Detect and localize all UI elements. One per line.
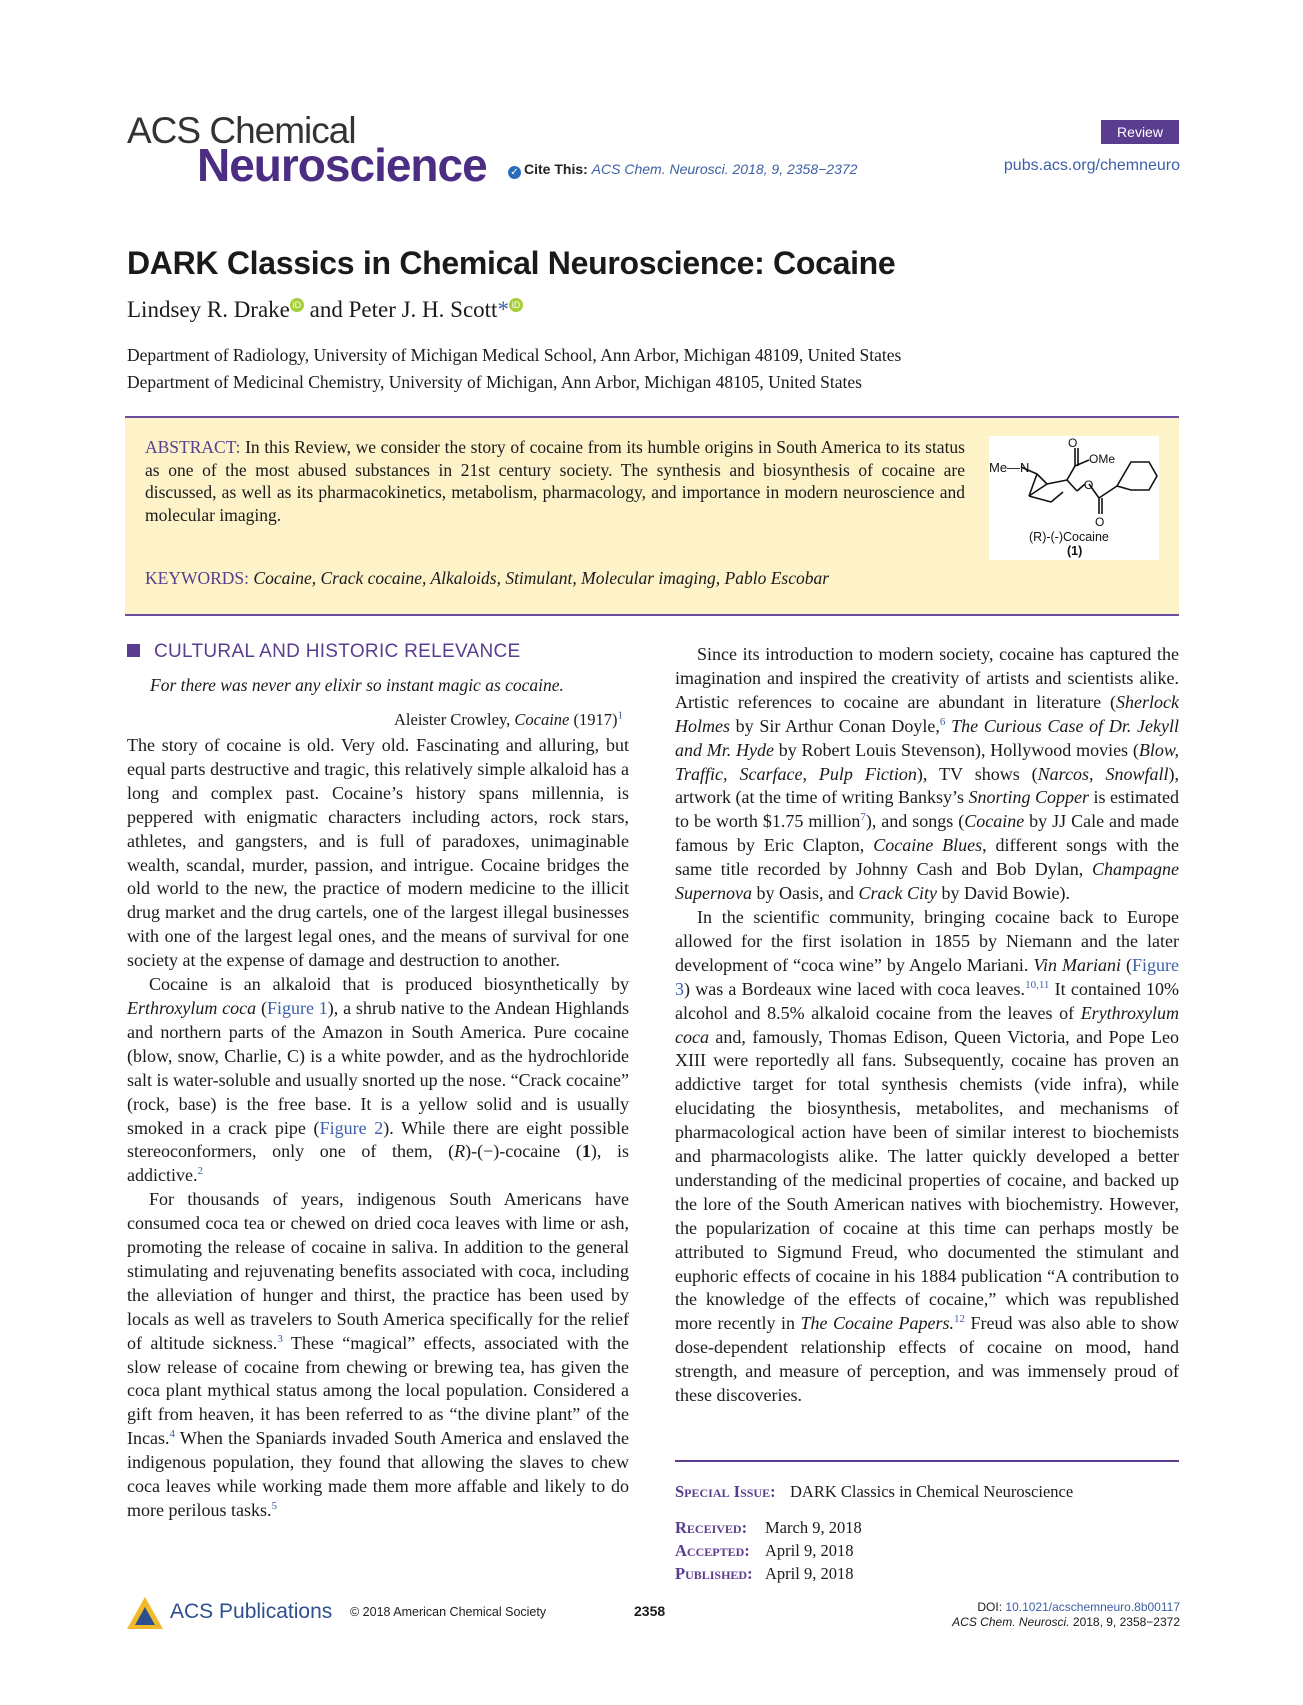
cite-link[interactable]: ACS Chem. Neurosci.: [591, 161, 729, 177]
accepted-date: April 9, 2018: [765, 1541, 854, 1560]
cite-this: ✓ Cite This: ACS Chem. Neurosci. 2018, 9, 2358−2372: [508, 161, 857, 179]
check-icon: ✓: [508, 166, 521, 179]
publisher-name: ACS Publications: [170, 1600, 333, 1623]
corresponding-star[interactable]: *: [497, 297, 509, 322]
figure-2-link[interactable]: Figure 2: [319, 1117, 384, 1138]
cocaine-structure-figure: [989, 436, 1159, 560]
ref-5[interactable]: 5: [271, 1500, 277, 1512]
structure-ome: OMe: [1089, 452, 1116, 466]
affiliation-1: Department of Radiology, University of Michigan Medical School, Ann Arbor, Michigan 48109, United States: [127, 345, 902, 365]
left-column: [127, 734, 629, 1523]
section-heading: CULTURAL AND HISTORIC RELEVANCE: [127, 641, 521, 663]
paragraph: In the scientific community, bringing cocaine back to Europe allowed for the first isolation in 1855 by Niemann and the later development of “coca wine” by Angelo Mariani. Vin Mariani (Figure 3) was a Bordeaux wine laced with coca leaves.$^{10,11}$ It contained 10% alcohol and 8.5% alkaloid cocaine from the leaves of Erythroxylum coca and, famously, Thomas Edison, Queen Victoria, and Pope Leo XIII were reportedly all fans. Subsequently, cocaine has proven an addictive target for total synthesis chemists (vide infra), while elucidating the biosynthesis, metabolites, and mechanisms of pharmacological action have been of similar interest to biochemists and pharmacologists alike. The latter quickly developed a better understanding of the medicinal properties of cocaine, and backed up the lore of the South American natives with biochemistry. However, the popularization of cocaine at this time can perhaps mostly be attributed to Sigmund Freud, who documented the stimulant and euphoric effects of cocaine in his 1884 publication “A contribution to the knowledge of the effects of cocaine,” which was republished more recently in The Cocaine Papers.$^{12}$ Freud was also able to show dose-dependent relationship effects of cocaine on mood, hand strength, and measure of perception, and was immensely proud of these discoveries.: [675, 906, 1180, 1406]
special-issue-value: DARK Classics in Chemical Neuroscience: [790, 1482, 1074, 1501]
special-issue-row: [675, 1482, 1074, 1502]
ref-10-11[interactable]: 10,11: [1025, 978, 1050, 991]
keywords-label: KEYWORDS:: [145, 568, 250, 588]
doi-link[interactable]: 10.1021/acschemneuro.8b00117: [1005, 1600, 1180, 1614]
orcid-icon[interactable]: iD: [509, 298, 523, 312]
published-row: Published: April 9, 2018: [675, 1564, 854, 1583]
cite-details[interactable]: 2018, 9, 2358−2372: [732, 161, 858, 177]
ref-7[interactable]: 7: [860, 811, 866, 824]
article-title: DARK Classics in Chemical Neuroscience: Cocaine: [127, 245, 896, 281]
abstract-text: ABSTRACT: In this Review, we consider the story of cocaine from its humble origins in South America to its status as one of the most abused substances in 21st century society. The synthesis and biosynthesis of cocaine are discussed, as well as its pharmacokinetics, metabolism, pharmacology, and importance in modern neuroscience and molecular imaging.: [145, 437, 965, 525]
orcid-icon[interactable]: iD: [290, 298, 304, 312]
received-date: March 9, 2018: [765, 1518, 862, 1537]
epigraph: For there was never any elixir so instant magic as cocaine.: [150, 675, 564, 695]
page-number: 2358: [634, 1603, 666, 1619]
journal-url-link[interactable]: pubs.acs.org/chemneuro: [1003, 157, 1180, 174]
ref-2[interactable]: 2: [197, 1165, 203, 1178]
cocaine-structure-svg: [989, 436, 1159, 560]
published-date: April 9, 2018: [765, 1564, 854, 1583]
author-drake[interactable]: Lindsey R. Drake: [127, 297, 290, 322]
paragraph: For thousands of years, indigenous South Americans have consumed coca tea or chewed on dried coca leaves with lime or ash, promoting the release of cocaine in saliva. In addition to the general stimulating and rejuvenating benefits associated with coca, including the alleviation of hunger and thirst, the practice has been used by locals as well as travelers to South America specifically for the relief of altitude sickness.$^3$ These “magical” effects, associated with the slow release of cocaine from chewing or brewing tea, has given the coca plant mythical status among the local population. Considered a gift from heaven, it has been referred to as “the divine plant” of the Incas.$^4$ When the Spaniards invaded South America and enslaved the indigenous population, they found that allowing the slaves to chew coca leaves while working made them more affable and likely to do more perilous tasks.$^5$: [127, 1189, 629, 1520]
doi-block: DOI: 10.1021/acschemneuro.8b00117 ACS Chem. Neurosci. 2018, 9, 2358−2372: [952, 1600, 1180, 1629]
structure-name: (R)-(-)Cocaine: [1029, 530, 1109, 544]
author-list: [127, 297, 523, 323]
journal-logo-line1: ACS Chemical: [127, 110, 356, 151]
figure-1-link[interactable]: Figure 1: [266, 997, 328, 1018]
epigraph-attribution: Aleister Crowley, Cocaine $(1917)^1$: [394, 709, 623, 729]
copyright: © 2018 American Chemical Society: [350, 1605, 547, 1619]
affiliation-2: Department of Medicinal Chemistry, University of Michigan, Ann Arbor, Michigan 48105, United States: [127, 372, 862, 392]
paragraph: Since its introduction to modern society, cocaine has captured the imagination and inspired the creativity of artists and scientists alike. Artistic references to cocaine are abundant in literature (Sherlock Holmes by Sir Arthur Conan Doyle,$^6$ The Curious Case of Dr. Jekyll and Mr. Hyde by Robert Louis Stevenson), Hollywood movies (Blow, Traffic, Scarface, Pulp Fiction), TV shows (Narcos, Snowfall), artwork (at the time of writing Banksy’s Snorting Copper is estimated to be worth $1.75 million$^7$), and songs (Cocaine by JJ Cale and made famous by Eric Clapton, Cocaine Blues, different songs with the same title recorded by Johnny Cash and Bob Dylan, Champagne Supernova by Oasis, and Crack City by David Bowie).: [675, 644, 1179, 904]
abstract-label: ABSTRACT:: [145, 437, 241, 457]
keywords-list: Cocaine, Crack cocaine, Alkaloids, Stimulant, Molecular imaging, Pablo Escobar: [253, 568, 830, 588]
accepted-row: Accepted: April 9, 2018: [675, 1541, 854, 1560]
ref-1[interactable]: 1: [617, 709, 623, 722]
ref-3[interactable]: 3: [277, 1332, 283, 1345]
acs-logo-icon: [125, 1595, 165, 1631]
figure-3-link[interactable]: Figure 3: [675, 954, 1179, 999]
structure-o-bottom: O: [1095, 515, 1105, 529]
received-row: Received: March 9, 2018: [675, 1518, 862, 1537]
ref-4[interactable]: 4: [169, 1428, 175, 1441]
structure-me-n: Me—N: [989, 460, 1030, 475]
special-issue-label: Special Issue:: [675, 1482, 776, 1501]
keywords: [145, 568, 829, 589]
paragraph: Cocaine is an alkaloid that is produced biosynthetically by Erthroxylum coca (Figure 1), a shrub native to the Andean Highlands and northern parts of the Amazon in South America. Pure cocaine (blow, snow, Charlie, C) is a white powder, and as the hydrochloride salt is water-soluble and usually snorted up the nose. “Crack cocaine” (rock, base) is the free base. It is a yellow solid and is usually smoked in a crack pipe (Figure 2). While there are eight possible stereoconformers, only one of them, (R)-(−)-cocaine (1), is addictive.$^2$: [127, 974, 630, 1186]
ref-6[interactable]: 6: [939, 715, 946, 728]
structure-number: (1): [1067, 544, 1083, 558]
structure-o-ring: O: [1084, 478, 1094, 492]
special-issue-block: [675, 1460, 1179, 1583]
right-column: [675, 643, 1179, 1408]
author-scott[interactable]: and Peter J. H. Scott: [309, 297, 498, 322]
section-square-icon: [127, 644, 140, 657]
paragraph: The story of cocaine is old. Very old. Fascinating and alluring, but equal parts destructive and tragic, this relatively simple alkaloid has a long and complex past. Cocaine’s history spans millennia, is peppered with enigmatic characters including actors, rock stars, athletes, and gangsters, and is full of paradoxes, unimaginable wealth, scandal, murder, passion, and intrigue. Cocaine bridges the old world to the new, the practice of modern medicine to the illicit drug market and the drug cartels, one of the largest illegal businesses with one of the largest legal ones, and the means of survival for one society at the expense of damage and destruction to another.: [127, 735, 629, 971]
journal-logo-line2: Neuroscience: [197, 139, 487, 191]
ref-12[interactable]: 12: [953, 1313, 965, 1326]
abstract-box: [125, 416, 1179, 616]
article-type-badge: Review: [1101, 120, 1179, 144]
structure-o-top: O: [1068, 436, 1078, 450]
